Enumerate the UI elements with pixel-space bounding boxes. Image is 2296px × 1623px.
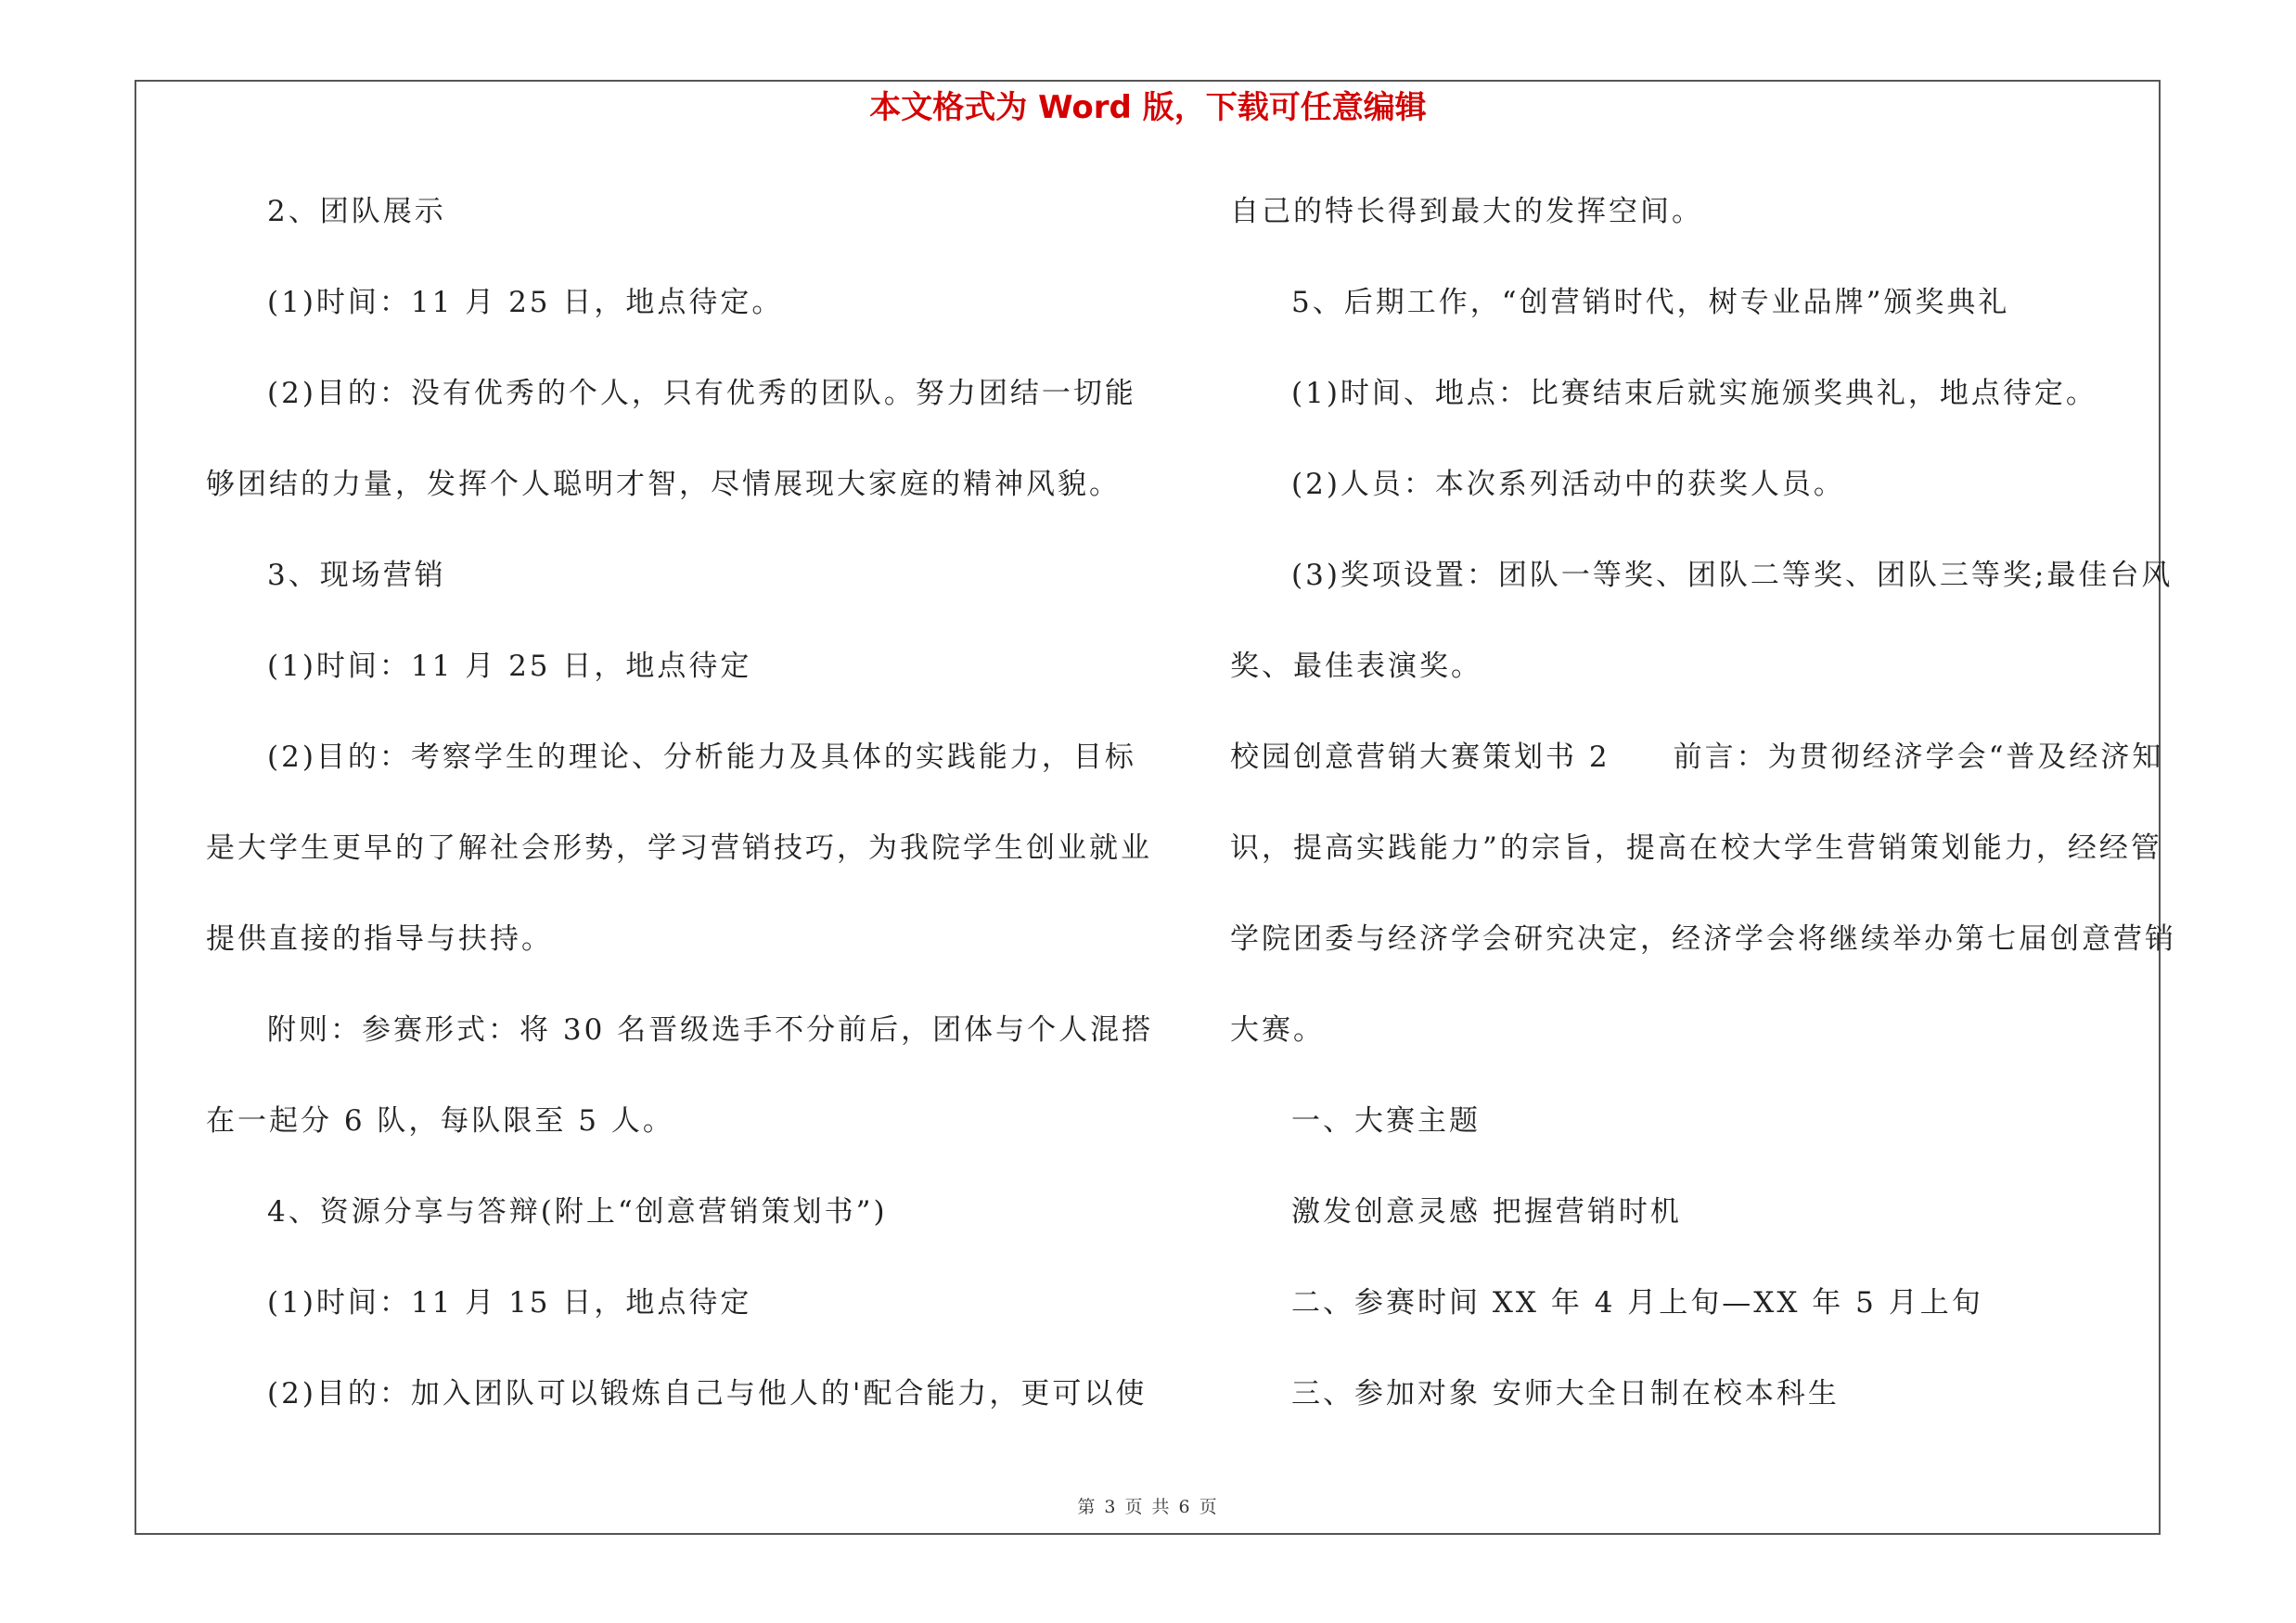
text-line: 够团结的力量，发挥个人聪明才智，尽情展现大家庭的精神风貌。 xyxy=(206,468,1121,501)
text-line: 2、团队展示 xyxy=(267,195,446,228)
text-line: 三、参加对象 安师大全日制在校本科生 xyxy=(1291,1377,1840,1410)
text-line: 一、大赛主题 xyxy=(1291,1104,1481,1138)
text-line: (2)目的：没有优秀的个人，只有优秀的团队。努力团结一切能 xyxy=(267,377,1136,410)
right-column xyxy=(1230,184,2176,1457)
page-number: 第 3 页 共 6 页 xyxy=(1077,1497,1219,1517)
text-line: 附则：参赛形式：将 30 名晋级选手不分前后，团体与个人混搭 xyxy=(267,1013,1154,1047)
text-line: (2)目的：考察学生的理论、分析能力及具体的实践能力，目标 xyxy=(267,741,1136,774)
text-line: 提供直接的指导与扶持。 xyxy=(206,922,553,956)
text-line: (1)时间：11 月 25 日，地点待定 xyxy=(267,650,752,683)
text-line: 奖、最佳表演奖。 xyxy=(1230,650,1482,683)
text-line: 4、资源分享与答辩(附上“创意营销策划书”) xyxy=(267,1195,888,1229)
text-line: (2)目的：加入团队可以锻炼自己与他人的'配合能力，更可以使 xyxy=(267,1377,1148,1410)
text-line: 大赛。 xyxy=(1230,1013,1325,1047)
left-column xyxy=(206,184,1154,1457)
text-line: 自己的特长得到最大的发挥空间。 xyxy=(1230,195,1703,228)
text-line: 3、现场营销 xyxy=(267,559,446,592)
text-line: (1)时间、地点：比赛结束后就实施颁奖典礼，地点待定。 xyxy=(1291,377,2097,410)
text-line: 二、参赛时间 XX 年 4 月上旬—XX 年 5 月上旬 xyxy=(1291,1286,1983,1320)
text-line: 是大学生更早的了解社会形势，学习营销技巧，为我院学生创业就业 xyxy=(206,831,1152,865)
text-line: (1)时间：11 月 15 日，地点待定 xyxy=(267,1286,752,1320)
text-line: (2)人员：本次系列活动中的获奖人员。 xyxy=(1291,468,1845,501)
text-line: (3)奖项设置：团队一等奖、团队二等奖、团队三等奖;最佳台风 xyxy=(1291,559,2174,592)
text-line: 5、后期工作，“创营销时代，树专业品牌”颁奖典礼 xyxy=(1291,286,2010,319)
text-line: (1)时间：11 月 25 日，地点待定。 xyxy=(267,286,784,319)
format-banner: 本文格式为 Word 版，下载可任意编辑 xyxy=(869,89,1427,126)
text-line: 激发创意灵感 把握营销时机 xyxy=(1291,1195,1682,1229)
text-line: 学院团委与经济学会研究决定，经济学会将继续举办第七届创意营销 xyxy=(1230,922,2176,956)
text-line: 校园创意营销大赛策划书 2 前言：为贯彻经济学会“普及经济知 xyxy=(1230,741,2164,774)
text-line: 识，提高实践能力”的宗旨，提高在校大学生营销策划能力，经经管 xyxy=(1230,831,2162,865)
text-line: 在一起分 6 队，每队限至 5 人。 xyxy=(206,1104,674,1138)
